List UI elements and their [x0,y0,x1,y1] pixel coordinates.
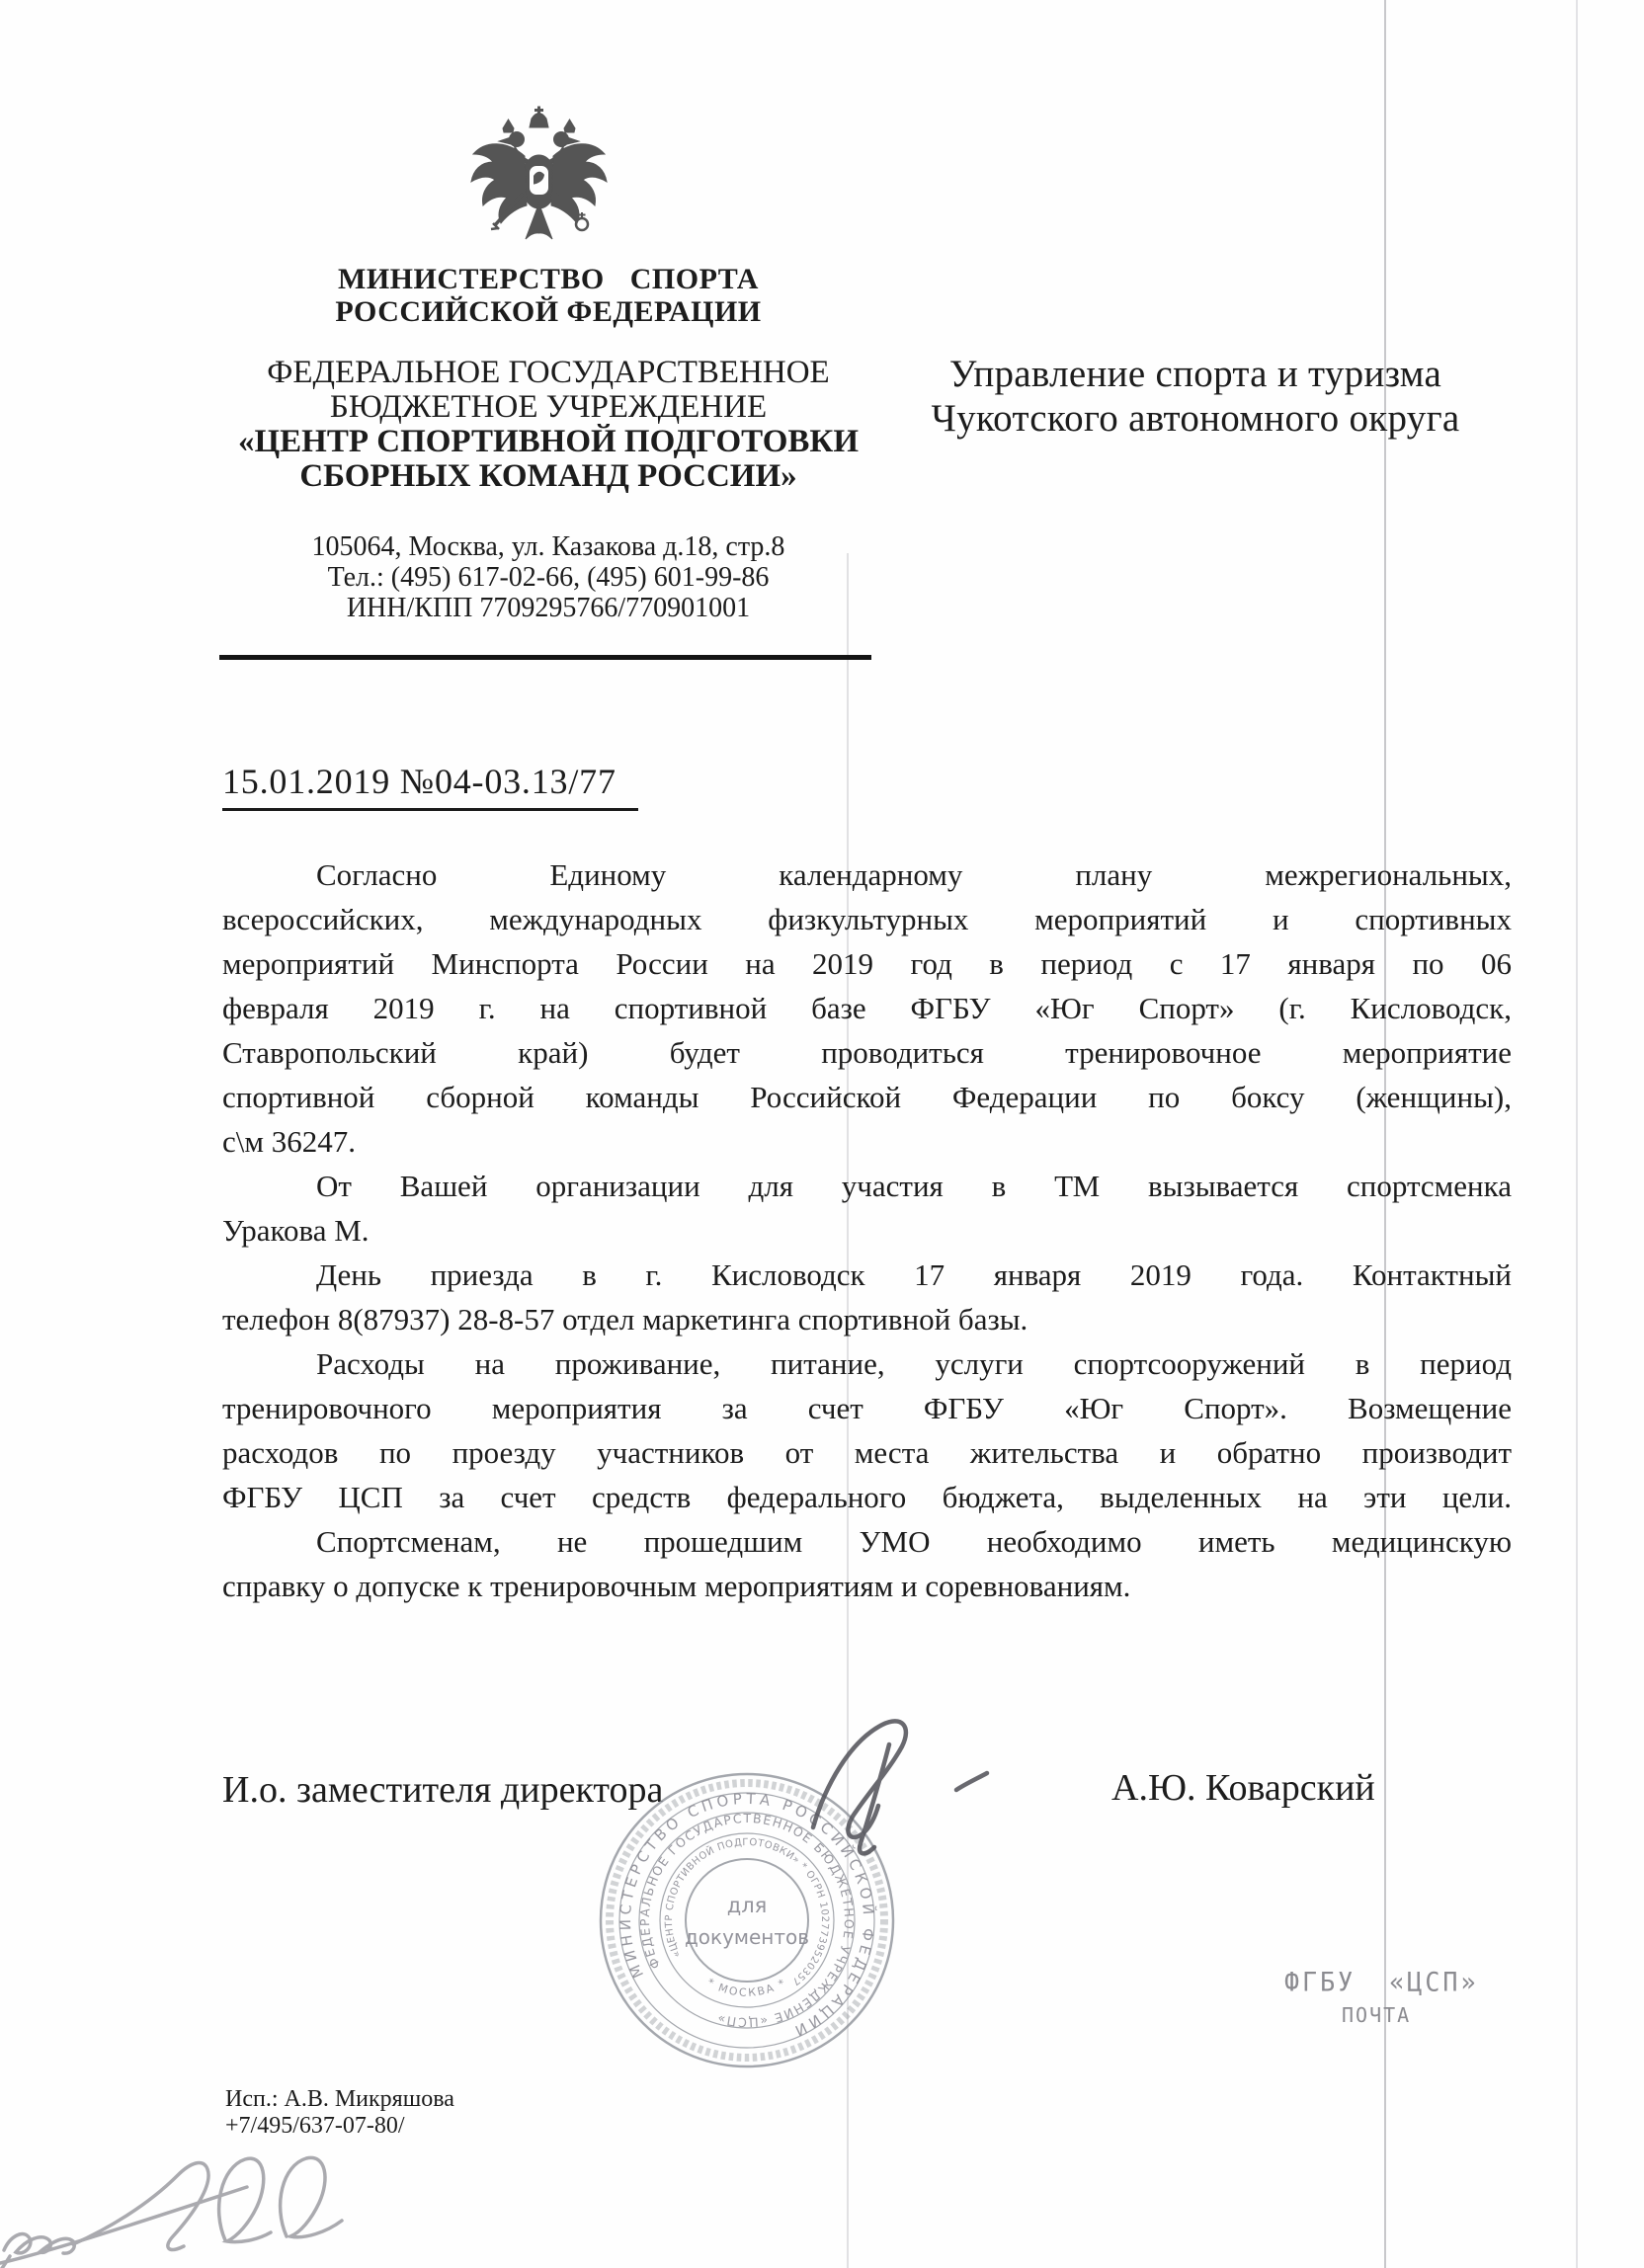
address-line: 105064, Москва, ул. Казакова д.18, стр.8 [311,531,785,562]
signer-position: И.о. заместителя директора [222,1769,664,1811]
body-line: Ставропольский край) будет проводиться тренировочное мероприятие [222,1035,1512,1070]
recipient-line: Управление спорта и туризма [948,353,1442,395]
ministry-line: МИНИСТЕРСТВО СПОРТА [338,263,759,295]
letterhead-divider [219,655,871,660]
body-line: расходов по проезду участников от места жительства и обратно производит [222,1435,1512,1470]
postal-stamp [1284,1968,1479,2027]
executor-phone: +7/495/637-07-80/ [225,2113,405,2139]
body-line: февраля 2019 г. на спортивной базе ФГБУ «Юг Спорт» (г. Кисловодск, [222,991,1512,1025]
russia-coat-of-arms-icon [467,105,611,261]
scan-fold-line [1576,0,1578,2268]
stamp-center-line2: документов [684,1925,810,1949]
signer-name: А.Ю. Коварский [1111,1767,1375,1809]
org-line: СБОРНЫХ КОМАНД РОССИИ» [299,458,797,494]
reference-number [222,761,638,811]
ministry-line: РОССИЙСКОЙ ФЕДЕРАЦИИ [335,295,762,328]
recipient-block [909,352,1482,441]
body-line: День приезда в г. Кисловодск 17 января 2019 года. Контактный [316,1257,1512,1292]
body-line: тренировочного мероприятия за счет ФГБУ «Юг Спорт». Возмещение [222,1391,1512,1425]
org-line: ФЕДЕРАЛЬНОЕ ГОСУДАРСТВЕННОЕ [267,355,830,390]
postal-stamp-line: ПОЧТА [1342,2003,1412,2027]
postal-stamp-line: ФГБУ «ЦСП» [1284,1966,1479,1998]
stamp-ring2-text: ФЕДЕРАЛЬНОЕ ГОСУДАРСТВЕННОЕ БЮДЖЕТНОЕ УЧРЕЖДЕНИЕ «ЦСП» [636,1810,858,2031]
organization-name [212,356,884,494]
executor-name: Исп.: А.В. Микряшова [225,2086,454,2112]
body-line: Согласно Единому календарному плану межрегиональных, [316,857,1512,892]
body-line: спортивной сборной команды Российской Федерации по боксу (женщины), [222,1080,1512,1114]
body-line: ФГБУ ЦСП за счет средств федерального бюджета, выделенных на эти цели. [222,1480,1512,1514]
org-line: БЮДЖЕТНОЕ УЧРЕЖДЕНИЕ [329,389,768,425]
address-line: Тел.: (495) 617-02-66, (495) 601-99-86 [327,562,770,593]
svg-text:* МОСКВА * [704,1976,788,1999]
body-line: Расходы на проживание, питание, услуги спортсооружений в период [316,1346,1512,1381]
reference-number-text: 15.01.2019 №04-03.13/77 [222,761,638,811]
recipient-line: Чукотского автономного округа [931,397,1460,440]
letter-body [222,852,1512,1608]
executor-block [225,2086,454,2140]
stamp-bottom-text: * МОСКВА * [704,1976,789,1999]
body-line: всероссийских, международных физкультурных мероприятий и спортивных [222,902,1512,936]
body-line: справку о допуске к тренировочным мероприятиям и соревнованиям. [222,1569,1131,1603]
stamp-ring3-text: «ЦЕНТР СПОРТИВНОЙ ПОДГОТОВКИ» * ОГРН 1027739520357 [663,1836,831,1987]
body-line: Спортсменам, не прошедшим УМО необходимо иметь медицинскую [316,1524,1512,1559]
handwritten-scribble [0,2146,464,2268]
letterhead-address [212,531,884,623]
stamp-ring1-text: МИНИСТЕРСТВО СПОРТА РОССИЙСКОЙ ФЕДЕРАЦИИ [616,1789,878,2042]
body-line: От Вашей организации для участия в ТМ вызывается спортсменка [316,1169,1512,1203]
stamp-center-line1: для [726,1894,768,1917]
address-line: ИНН/КПП 7709295766/770901001 [346,593,751,623]
org-line: «ЦЕНТР СПОРТИВНОЙ ПОДГОТОВКИ [237,424,860,459]
ministry-heading [212,263,884,328]
body-line: телефон 8(87937) 28-8-57 отдел маркетинга спортивной базы. [222,1302,1028,1336]
body-line: Уракова М. [222,1213,370,1248]
handwritten-signature [795,1717,993,1865]
body-line: с\м 36247. [222,1124,356,1159]
body-line: мероприятий Минспорта России на 2019 год в период с 17 января по 06 [222,946,1512,981]
